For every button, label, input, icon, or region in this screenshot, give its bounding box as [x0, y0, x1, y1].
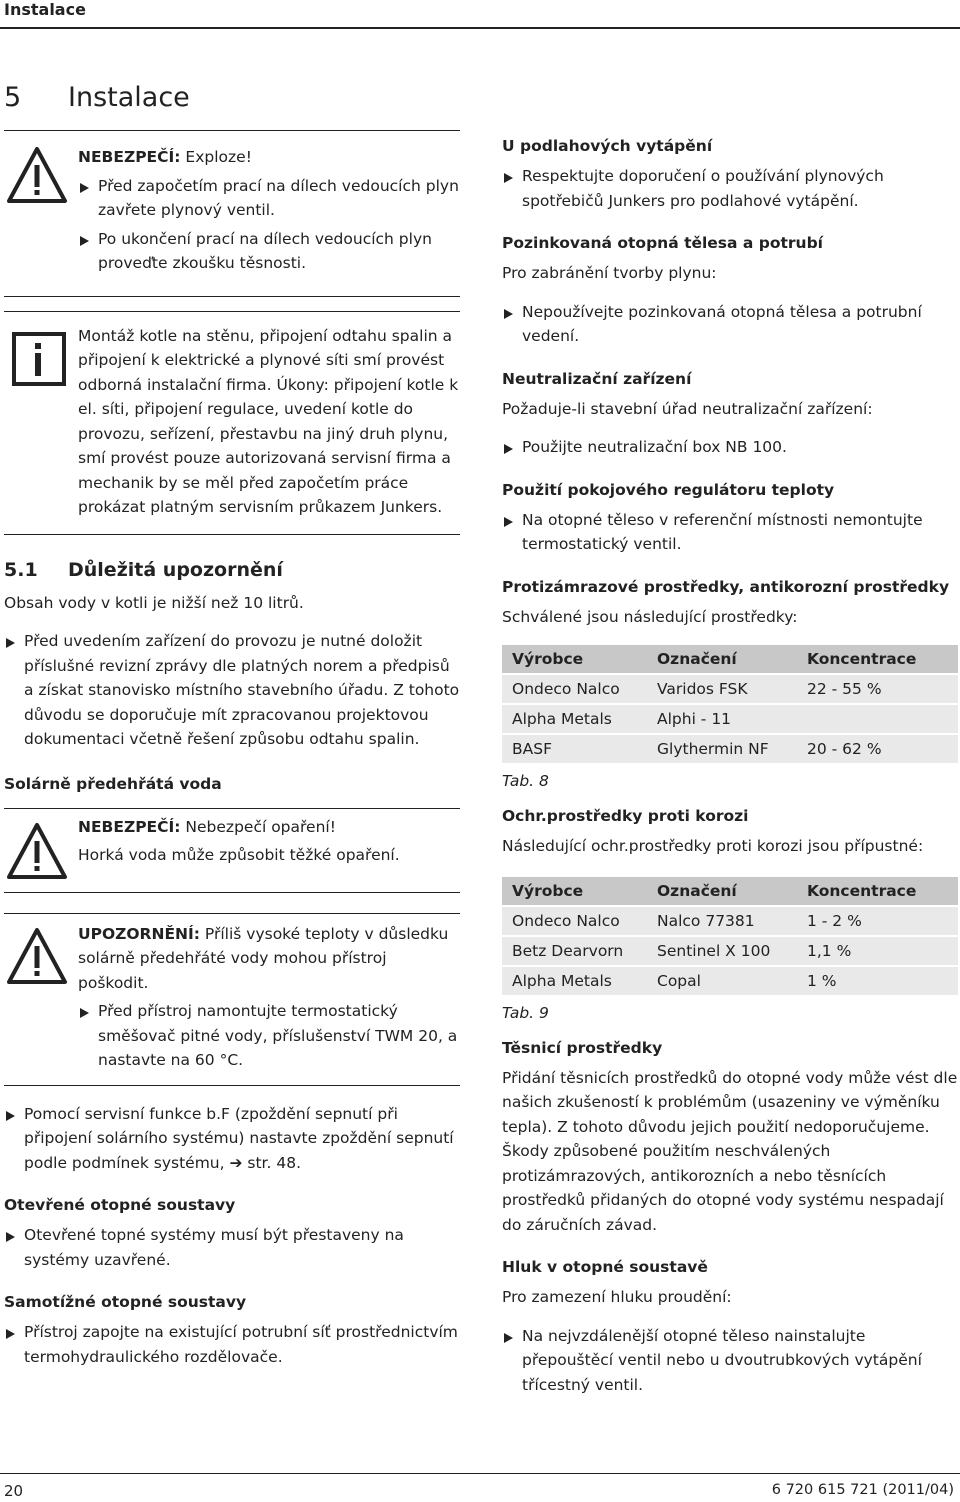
danger-label: NEBEZPEČÍ: [78, 817, 181, 836]
table-cell: Sentinel X 100 [647, 936, 797, 966]
table-row [502, 936, 958, 966]
danger-label: NEBEZPEČÍ: [78, 148, 181, 166]
table-cell: 20 - 62 % [797, 734, 958, 764]
info-box-installation [4, 311, 460, 535]
table-cell: Ondeco Nalco [502, 906, 647, 936]
galvanized-heading: Pozinkovaná otopná tělesa a potrubí [502, 234, 823, 252]
table-caption: Tab. 9 [502, 1003, 549, 1022]
sealant-heading: Těsnicí prostředky [502, 1038, 663, 1057]
anticorrosion-text: Následující ochr.prostředky proti korozi jsou přípustné: [502, 837, 924, 855]
neutralization-text: Požaduje-li stavební úřad neutralizační zařízení: [502, 399, 873, 418]
solar-heading: Solárně předehřátá voda [4, 774, 222, 793]
caution-line [78, 922, 460, 996]
table-row [502, 674, 958, 704]
danger-box-explosion [4, 130, 460, 297]
table-cell: Alphi - 11 [647, 704, 797, 734]
table-cell: Copal [647, 966, 797, 996]
sealant-text: Přidání těsnicích prostředků do otopné vody může vést dle našich zkušeností k problémům (usazeniny ve výměníku tepla). Z tohoto důvodu jejich použití nedoporučujeme. Škody způsobené použitím neschválených protizámrazových, antikorozních a nebo těsnících prostředků přidaných do otopné vody systému nespadají do záručních závad. [502, 1068, 958, 1234]
bullet-item: Nepoužívejte pozinkovaná otopná tělesa a potrubní vedení. [502, 300, 960, 349]
left-column [4, 130, 460, 1373]
floor-heating-heading: U podlahových vytápění [502, 137, 713, 155]
warning-triangle-icon [6, 821, 68, 881]
caution-text: Příliš vysoké teploty v důsledku solárně předehřáté vody mohou přístroj poškodit. [78, 924, 449, 992]
section-5-1-heading [4, 559, 460, 581]
warning-triangle-icon [6, 145, 68, 205]
table-8 [502, 645, 958, 764]
bullet-item: Před přístroj namontujte termostatický směšovač pitné vody, příslušenství TWM 20, a nastavte na 60 °C. [78, 999, 460, 1073]
bullet-item: Pomocí servisní funkce b.F (zpoždění sepnutí při připojení solárního systému) nastavte zpoždění sepnutí podle podmínek systému, ➔ str. 48. [4, 1102, 460, 1176]
warning-line [78, 145, 460, 170]
chapter-number: 5 [4, 82, 22, 113]
table-header-row [502, 645, 958, 674]
bullet-item: Na nejvzdálenější otopné těleso nainstalujte přepouštěcí ventil nebo u dvoutrubkových vytápění třícestný ventil. [502, 1324, 960, 1398]
table-row [502, 966, 958, 996]
table-cell [797, 704, 958, 734]
table-cell: Ondeco Nalco [502, 674, 647, 704]
bullet-item: Použijte neutralizační box NB 100. [502, 435, 960, 460]
open-systems-heading: Otevřené otopné soustavy [4, 1196, 236, 1214]
col-header: Výrobce [502, 877, 647, 906]
table-row [502, 734, 958, 764]
col-header: Koncentrace [797, 645, 958, 674]
table-cell: 1 % [797, 966, 958, 996]
table-cell: BASF [502, 734, 647, 764]
table-cell: Varidos FSK [647, 674, 797, 704]
danger-text: Nebezpečí opaření! [180, 817, 336, 836]
col-header: Koncentrace [797, 877, 958, 906]
galvanized-text: Pro zabránění tvorby plynu: [502, 264, 717, 282]
table-cell: Glythermin NF [647, 734, 797, 764]
antifreeze-heading: Protizámrazové prostředky, antikorozní prostředky [502, 577, 950, 596]
chapter-title [4, 82, 190, 113]
page-number: 20 [4, 1482, 24, 1500]
bullet-item: Před uvedením zařízení do provozu je nutné doložit příslušné revizní zprávy dle platných norem a předpisů a získat stanovisko místního stavebního úřadu. Z tohoto důvodu se doporučuje mít zpracovanou projektovou dokumentaci včetně řešení způsobu odtahu spalin. [4, 629, 460, 752]
info-icon [6, 330, 68, 390]
section-title: Důležitá upozornění [68, 558, 283, 581]
section-number: 5.1 [4, 558, 38, 581]
danger-detail: Horká voda může způsobit těžké opaření. [78, 846, 400, 864]
table-cell: Alpha Metals [502, 704, 647, 734]
table-cell: Alpha Metals [502, 966, 647, 996]
header-rule [0, 27, 960, 29]
bullet-item: Přístroj zapojte na existující potrubní síť prostřednictvím termohydraulického rozdělovače. [4, 1320, 460, 1369]
bullet-item: Po ukončení prací na dílech vedoucích plyn proveďte zkoušku těsnosti. [78, 227, 460, 276]
col-header: Označení [647, 645, 797, 674]
bullet-item: Před započetím prací na dílech vedoucích plyn zavřete plynový ventil. [78, 174, 460, 223]
footer-rule [0, 1473, 960, 1474]
table-cell: 1,1 % [797, 936, 958, 966]
bullet-item: Na otopné těleso v referenční místnosti nemontujte termostatický ventil. [502, 508, 960, 557]
table-header-row [502, 877, 958, 906]
noise-heading: Hluk v otopné soustavě [502, 1258, 708, 1276]
water-volume-text: Obsah vody v kotli je nižší než 10 litrů. [4, 593, 304, 612]
col-header: Výrobce [502, 645, 647, 674]
gravity-systems-heading: Samotížné otopné soustavy [4, 1293, 247, 1311]
table-caption: Tab. 8 [502, 772, 549, 790]
warning-line [78, 815, 460, 840]
info-text: Montáž kotle na stěnu, připojení odtahu spalin a připojení k elektrické a plynové síti smí provést odborná instalační firma. Úkony: připojení kotle k el. síti, připojení regulace, uvedení kotle do provozu, seřízení, přestavbu na jiný druh plynu, smí provést pouze autorizovaná servisní firma a mechanik by se měl před započetím práce prokázat platným servisním průkazem Junkers. [78, 326, 459, 516]
anticorrosion-heading: Ochr.prostředky proti korozi [502, 807, 749, 825]
antifreeze-text: Schválené jsou následující prostředky: [502, 607, 798, 626]
caution-label: UPOZORNĚNÍ: [78, 924, 200, 943]
neutralization-heading: Neutralizační zařízení [502, 369, 692, 388]
bullet-item: Otevřené topné systémy musí být přestaveny na systémy uzavřené. [4, 1223, 460, 1272]
noise-text: Pro zamezení hluku proudění: [502, 1288, 732, 1306]
table-cell: Nalco 77381 [647, 906, 797, 936]
chapter-title-text: Instalace [68, 82, 190, 113]
danger-text: Exploze! [180, 148, 252, 166]
bullet-item: Respektujte doporučení o používání plynových spotřebičů Junkers pro podlahové vytápění. [502, 164, 960, 213]
table-cell: 1 - 2 % [797, 906, 958, 936]
table-row [502, 906, 958, 936]
table-cell: 22 - 55 % [797, 674, 958, 704]
room-controller-heading: Použití pokojového regulátoru teploty [502, 480, 835, 499]
warning-triangle-icon [6, 926, 68, 986]
table-row [502, 704, 958, 734]
table-9 [502, 877, 958, 996]
danger-box-scald [4, 808, 460, 893]
col-header: Označení [647, 877, 797, 906]
right-column [502, 130, 960, 1401]
running-header: Instalace [4, 0, 86, 19]
table-cell: Betz Dearvorn [502, 936, 647, 966]
document-code: 6 720 615 721 (2011/04) [771, 1482, 954, 1498]
caution-box-temperature [4, 913, 460, 1086]
